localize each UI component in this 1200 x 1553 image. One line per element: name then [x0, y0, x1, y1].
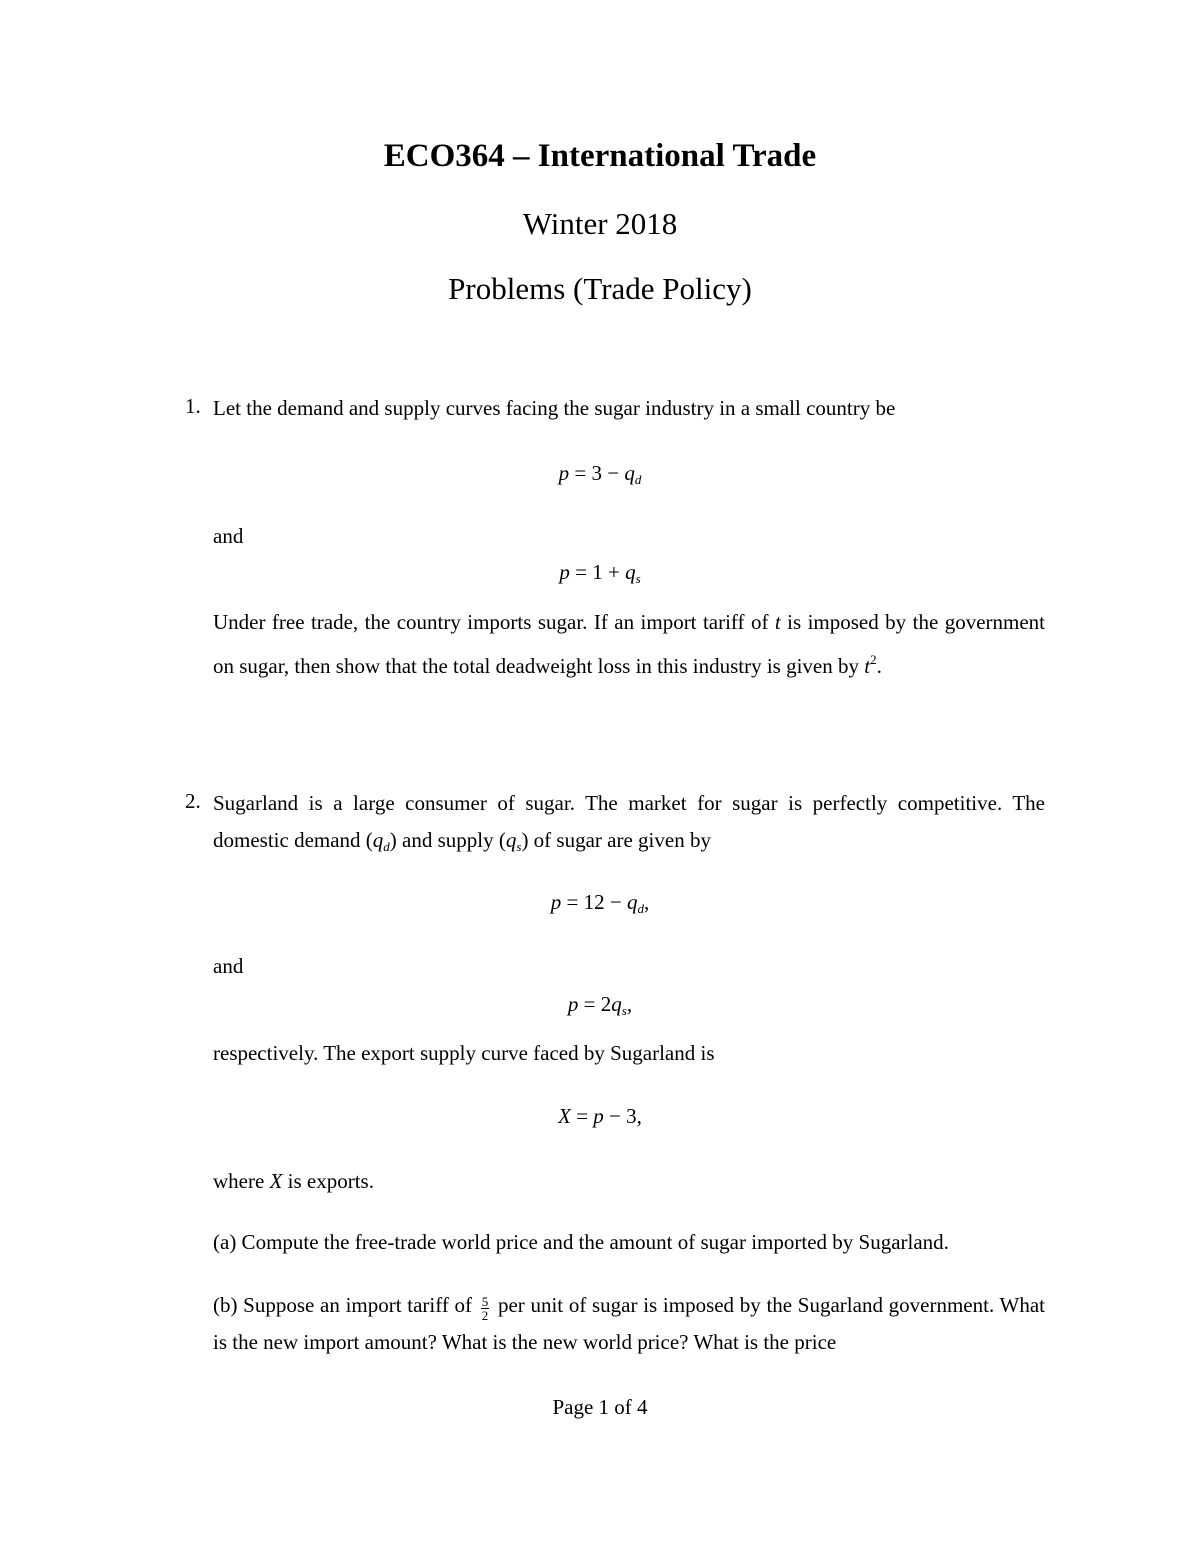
- where-var: X: [269, 1169, 283, 1193]
- problem-2-equation-demand: [0, 890, 1200, 917]
- tariff-fraction: [481, 1295, 490, 1322]
- problem-1-body: [213, 604, 1045, 685]
- eq-sub: d: [634, 472, 642, 487]
- eq-sub: d: [637, 901, 644, 916]
- where-a: where: [213, 1169, 270, 1193]
- eq-var: p: [593, 1104, 604, 1128]
- problem-1-end: .: [876, 654, 882, 678]
- eq-sub: s: [621, 1003, 627, 1018]
- problem-1-end-var: t: [864, 654, 871, 678]
- document-subtitle: Problems (Trade Policy): [448, 271, 752, 306]
- eq-tail: ,: [643, 890, 650, 914]
- problem-2-intro-a: Sugarland is a large consumer of sugar. The market for sugar is perfectly competitive. The domestic demand (: [213, 791, 1045, 852]
- problem-2-equation-export: [0, 1104, 1200, 1129]
- eq-rhs: = 1 +: [575, 560, 626, 584]
- where-b: is exports.: [282, 1169, 374, 1193]
- eq-var: q: [624, 461, 635, 485]
- problem-2-intro-b: ) and supply (: [389, 828, 506, 852]
- fraction-denominator: 2: [481, 1308, 489, 1323]
- eq-var: q: [626, 890, 638, 914]
- problem-1-equation-supply: [0, 560, 1200, 587]
- problem-2-connector: and: [213, 954, 244, 978]
- problem-1-intro: Let the demand and supply curves facing the sugar industry in a small country be: [213, 396, 896, 420]
- problem-2-where: [213, 1163, 374, 1199]
- term: Winter 2018: [522, 206, 678, 241]
- part-b-b: per unit of sugar is imposed by the Sugarland government. What is the new import amount? What is the new world price? What is the price: [213, 1293, 1045, 1354]
- eq-lhs: p: [567, 992, 579, 1016]
- eq-var: q: [611, 992, 622, 1016]
- problem-2-sub-d: d: [383, 839, 390, 854]
- eq-rhs: = 12 −: [566, 890, 627, 914]
- eq-rhs: = 2: [583, 992, 612, 1016]
- part-b-a: (b) Suppose an import tariff of: [213, 1293, 478, 1317]
- problem-2-var-qs: q: [505, 828, 517, 852]
- eq-lhs: p: [558, 461, 570, 485]
- eq-lhs: X: [558, 1104, 571, 1128]
- page-number: Page 1 of 4: [552, 1395, 648, 1419]
- problem-2-intro-c: ) of sugar are given by: [521, 828, 711, 852]
- problem-1-equation-demand: [0, 461, 1200, 488]
- problem-1-text-b: is imposed by the government on sugar, then show that the total deadweight loss in this industry is given by: [213, 610, 1045, 678]
- problem-1-connector: and: [213, 524, 244, 548]
- problem-1-end-sup: 2: [870, 652, 877, 667]
- problem-2-number: 2.: [185, 789, 201, 813]
- eq-lhs: p: [559, 560, 570, 584]
- fraction-numerator: 5: [481, 1294, 489, 1309]
- eq-tail: − 3,: [603, 1104, 642, 1128]
- problem-2-intro: [213, 785, 1045, 865]
- eq-rhs: = 3 −: [574, 461, 625, 485]
- problem-2-var-qd: q: [372, 828, 384, 852]
- problem-1-var-t: t: [774, 610, 781, 634]
- problem-1-number: 1.: [185, 394, 201, 418]
- eq-lhs: p: [550, 890, 562, 914]
- problem-2-part-a: (a) Compute the free-trade world price and the amount of sugar imported by Sugarland.: [213, 1230, 949, 1254]
- problem-2-equation-supply: [0, 992, 1200, 1019]
- problem-2-part-b: [213, 1287, 1045, 1361]
- problem-2-respectively: respectively. The export supply curve faced by Sugarland is: [213, 1041, 715, 1065]
- eq-tail: ,: [626, 992, 633, 1016]
- problem-2-sub-s: s: [516, 839, 522, 854]
- course-title: ECO364 – International Trade: [383, 138, 817, 174]
- eq-var: q: [625, 560, 636, 584]
- problem-1-text-a: Under free trade, the country imports sugar. If an import tariff of: [213, 610, 775, 634]
- eq-sub: s: [635, 571, 641, 586]
- eq-rhs: =: [576, 1104, 594, 1128]
